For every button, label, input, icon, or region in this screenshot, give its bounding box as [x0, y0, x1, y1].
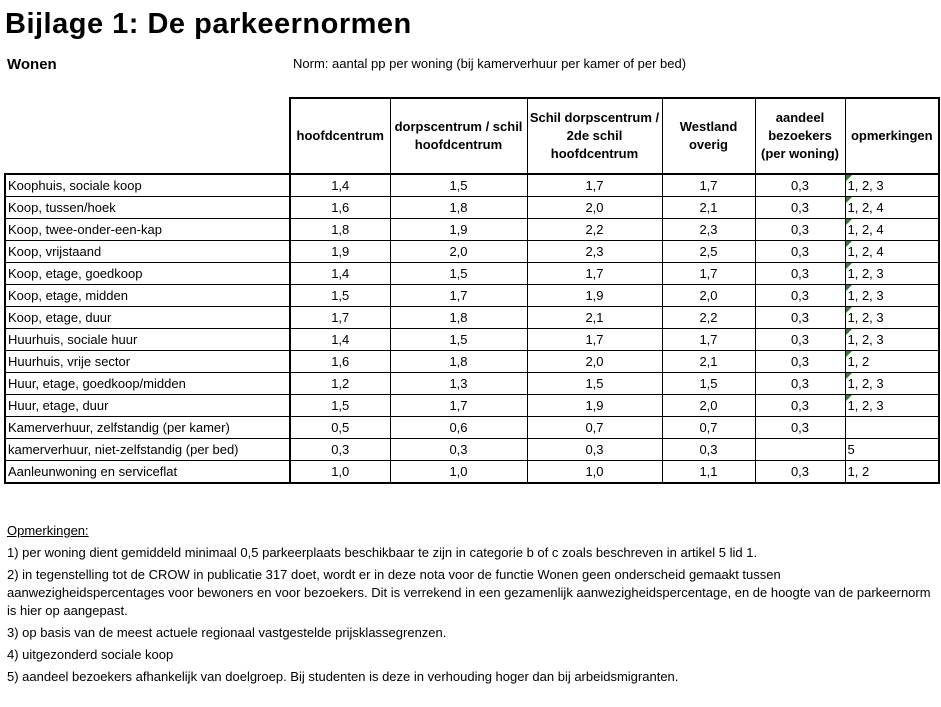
- value-cell: 0,7: [662, 417, 755, 439]
- table-row: [5, 307, 939, 329]
- value-cell: 0,3: [755, 285, 845, 307]
- value-cell: 2,2: [662, 307, 755, 329]
- value-cell: 2,0: [390, 241, 527, 263]
- opmerkingen-cell: [845, 307, 939, 329]
- row-label: Koop, etage, goedkoop: [5, 263, 290, 285]
- value-cell: 0,3: [755, 263, 845, 285]
- value-cell: 1,8: [390, 307, 527, 329]
- value-cell: 0,7: [527, 417, 662, 439]
- value-cell: 1,7: [390, 285, 527, 307]
- table-row: [5, 197, 939, 219]
- header-aandeel-bezoekers: aandeel bezoekers (per woning): [755, 98, 845, 174]
- table-row: [5, 351, 939, 373]
- value-cell: 0,3: [755, 417, 845, 439]
- value-cell: 1,5: [662, 373, 755, 395]
- parking-norm-table: [4, 97, 940, 484]
- value-cell: 2,1: [662, 351, 755, 373]
- opmerkingen-text: 1, 2, 3: [847, 331, 884, 347]
- value-cell: 2,3: [527, 241, 662, 263]
- comment-flag-icon: [846, 219, 852, 225]
- value-cell: 2,3: [662, 219, 755, 241]
- opmerkingen-text: 1, 2, 3: [847, 375, 884, 391]
- value-cell: 2,1: [527, 307, 662, 329]
- value-cell: 1,7: [662, 174, 755, 197]
- value-cell: 1,4: [290, 174, 390, 197]
- value-cell: 1,7: [527, 329, 662, 351]
- row-label: Huurhuis, vrije sector: [5, 351, 290, 373]
- opmerkingen-text: 1, 2: [847, 463, 870, 479]
- norm-description: Norm: aantal pp per woning (bij kamerverhuur per kamer of per bed): [293, 56, 687, 71]
- table-header-row: [5, 98, 939, 174]
- value-cell: 1,5: [390, 263, 527, 285]
- table-row: [5, 417, 939, 439]
- opmerkingen-text: 1, 2, 4: [847, 243, 884, 259]
- value-cell: 1,9: [390, 219, 527, 241]
- section-heading: Wonen: [7, 56, 57, 73]
- opmerkingen-text: 1, 2, 3: [847, 287, 884, 303]
- note-item: 5) aandeel bezoekers afhankelijk van doelgroep. Bij studenten is deze in verhouding hoger dan bij arbeidsmigranten.: [7, 669, 679, 684]
- value-cell: 0,3: [755, 329, 845, 351]
- value-cell: 1,9: [527, 395, 662, 417]
- value-cell: 2,2: [527, 219, 662, 241]
- value-cell: 0,3: [755, 351, 845, 373]
- row-label: Huur, etage, goedkoop/midden: [5, 373, 290, 395]
- value-cell: 1,8: [390, 351, 527, 373]
- value-cell: 0,3: [755, 307, 845, 329]
- comment-flag-icon: [846, 175, 852, 181]
- value-cell: 0,3: [755, 461, 845, 484]
- header-schil-dorpscentrum: Schil dorpscentrum / 2de schil hoofdcentrum: [527, 98, 662, 174]
- note-item: 3) op basis van de meest actuele regionaal vastgestelde prijsklassegrenzen.: [7, 625, 447, 640]
- row-label: Aanleunwoning en serviceflat: [5, 461, 290, 484]
- value-cell: 0,3: [527, 439, 662, 461]
- value-cell: 1,5: [390, 329, 527, 351]
- opmerkingen-text: 1, 2, 4: [847, 221, 884, 237]
- opmerkingen-cell: [845, 241, 939, 263]
- value-cell: 1,7: [290, 307, 390, 329]
- value-cell: 2,0: [662, 285, 755, 307]
- opmerkingen-cell: [845, 329, 939, 351]
- table-row: [5, 461, 939, 484]
- row-label: Huurhuis, sociale huur: [5, 329, 290, 351]
- value-cell: 2,0: [527, 351, 662, 373]
- table-row: [5, 373, 939, 395]
- comment-flag-icon: [846, 395, 852, 401]
- opmerkingen-text: 1, 2, 3: [847, 397, 884, 413]
- opmerkingen-cell: [845, 263, 939, 285]
- value-cell: 0,3: [290, 439, 390, 461]
- note-item: 4) uitgezonderd sociale koop: [7, 647, 174, 662]
- value-cell: 1,6: [290, 197, 390, 219]
- value-cell: 1,0: [390, 461, 527, 484]
- comment-flag-icon: [846, 197, 852, 203]
- opmerkingen-cell: [845, 439, 939, 461]
- value-cell: 0,3: [755, 241, 845, 263]
- row-label: Koop, vrijstaand: [5, 241, 290, 263]
- value-cell: 0,3: [662, 439, 755, 461]
- notes-section: [7, 522, 935, 690]
- value-cell: 0,3: [755, 395, 845, 417]
- value-cell: 1,3: [390, 373, 527, 395]
- header-hoofdcentrum: hoofdcentrum: [290, 98, 390, 174]
- row-label: Huur, etage, duur: [5, 395, 290, 417]
- value-cell: 2,0: [662, 395, 755, 417]
- value-cell: 1,7: [662, 263, 755, 285]
- value-cell: 1,1: [662, 461, 755, 484]
- header-dorpscentrum: dorpscentrum / schil hoofdcentrum: [390, 98, 527, 174]
- value-cell: [755, 439, 845, 461]
- header-blank-cell: [5, 98, 290, 174]
- table-row: [5, 395, 939, 417]
- row-label: Koophuis, sociale koop: [5, 174, 290, 197]
- value-cell: 0,3: [755, 219, 845, 241]
- value-cell: 1,2: [290, 373, 390, 395]
- comment-flag-icon: [846, 329, 852, 335]
- value-cell: 1,4: [290, 329, 390, 351]
- value-cell: 1,0: [527, 461, 662, 484]
- value-cell: 0,3: [390, 439, 527, 461]
- opmerkingen-text: 1, 2, 3: [847, 309, 884, 325]
- value-cell: 1,8: [290, 219, 390, 241]
- value-cell: 1,7: [662, 329, 755, 351]
- value-cell: 2,0: [527, 197, 662, 219]
- table-row: [5, 263, 939, 285]
- comment-flag-icon: [846, 241, 852, 247]
- note-item: 1) per woning dient gemiddeld minimaal 0,5 parkeerplaats beschikbaar te zijn in categorie b of c zoals beschreven in artikel 5 lid 1.: [7, 545, 758, 560]
- value-cell: 1,5: [527, 373, 662, 395]
- opmerkingen-cell: [845, 373, 939, 395]
- comment-flag-icon: [846, 307, 852, 313]
- value-cell: 1,7: [527, 174, 662, 197]
- header-opmerkingen: opmerkingen: [845, 98, 939, 174]
- value-cell: 1,6: [290, 351, 390, 373]
- header-westland-overig: Westland overig: [662, 98, 755, 174]
- opmerkingen-cell: [845, 285, 939, 307]
- comment-flag-icon: [846, 263, 852, 269]
- row-label: Koop, etage, duur: [5, 307, 290, 329]
- value-cell: 1,8: [390, 197, 527, 219]
- value-cell: 0,3: [755, 174, 845, 197]
- opmerkingen-text: 1, 2: [847, 353, 870, 369]
- value-cell: 1,9: [290, 241, 390, 263]
- opmerkingen-cell: [845, 351, 939, 373]
- page-title: Bijlage 1: De parkeernormen: [5, 8, 412, 40]
- comment-flag-icon: [846, 285, 852, 291]
- value-cell: 1,4: [290, 263, 390, 285]
- opmerkingen-text: 1, 2, 4: [847, 199, 884, 215]
- value-cell: 2,5: [662, 241, 755, 263]
- opmerkingen-text: 5: [847, 441, 855, 457]
- value-cell: 1,0: [290, 461, 390, 484]
- value-cell: 0,3: [755, 197, 845, 219]
- table-row: [5, 241, 939, 263]
- value-cell: 1,7: [527, 263, 662, 285]
- table-row: [5, 219, 939, 241]
- notes-heading: Opmerkingen:: [7, 523, 89, 538]
- note-item: 2) in tegenstelling tot de CROW in publicatie 317 doet, wordt er in deze nota voor de functie Wonen geen onderscheid gemaakt tussen aanwezigheidspercentages voor bewoners en voor bezoekers. Dit is verrekend in een gezamenlijk aanwezigheidspercentage, en de hoogte van de parkeernorm is hier op aangepast.: [7, 567, 931, 618]
- opmerkingen-text: 1, 2, 3: [847, 177, 884, 193]
- opmerkingen-cell: [845, 417, 939, 439]
- table-row: [5, 439, 939, 461]
- value-cell: 2,1: [662, 197, 755, 219]
- opmerkingen-cell: [845, 197, 939, 219]
- value-cell: 0,3: [755, 373, 845, 395]
- row-label: Koop, etage, midden: [5, 285, 290, 307]
- row-label: Koop, twee-onder-een-kap: [5, 219, 290, 241]
- value-cell: 1,5: [390, 174, 527, 197]
- value-cell: 1,5: [290, 395, 390, 417]
- table-row: [5, 174, 939, 197]
- opmerkingen-text: 1, 2, 3: [847, 265, 884, 281]
- row-label: Kamerverhuur, zelfstandig (per kamer): [5, 417, 290, 439]
- value-cell: 1,7: [390, 395, 527, 417]
- opmerkingen-cell: [845, 174, 939, 197]
- opmerkingen-cell: [845, 219, 939, 241]
- value-cell: 1,5: [290, 285, 390, 307]
- opmerkingen-cell: [845, 395, 939, 417]
- row-label: kamerverhuur, niet-zelfstandig (per bed): [5, 439, 290, 461]
- comment-flag-icon: [846, 373, 852, 379]
- value-cell: 0,5: [290, 417, 390, 439]
- row-label: Koop, tussen/hoek: [5, 197, 290, 219]
- opmerkingen-cell: [845, 461, 939, 484]
- comment-flag-icon: [846, 351, 852, 357]
- value-cell: 0,6: [390, 417, 527, 439]
- value-cell: 1,9: [527, 285, 662, 307]
- table-row: [5, 329, 939, 351]
- table-row: [5, 285, 939, 307]
